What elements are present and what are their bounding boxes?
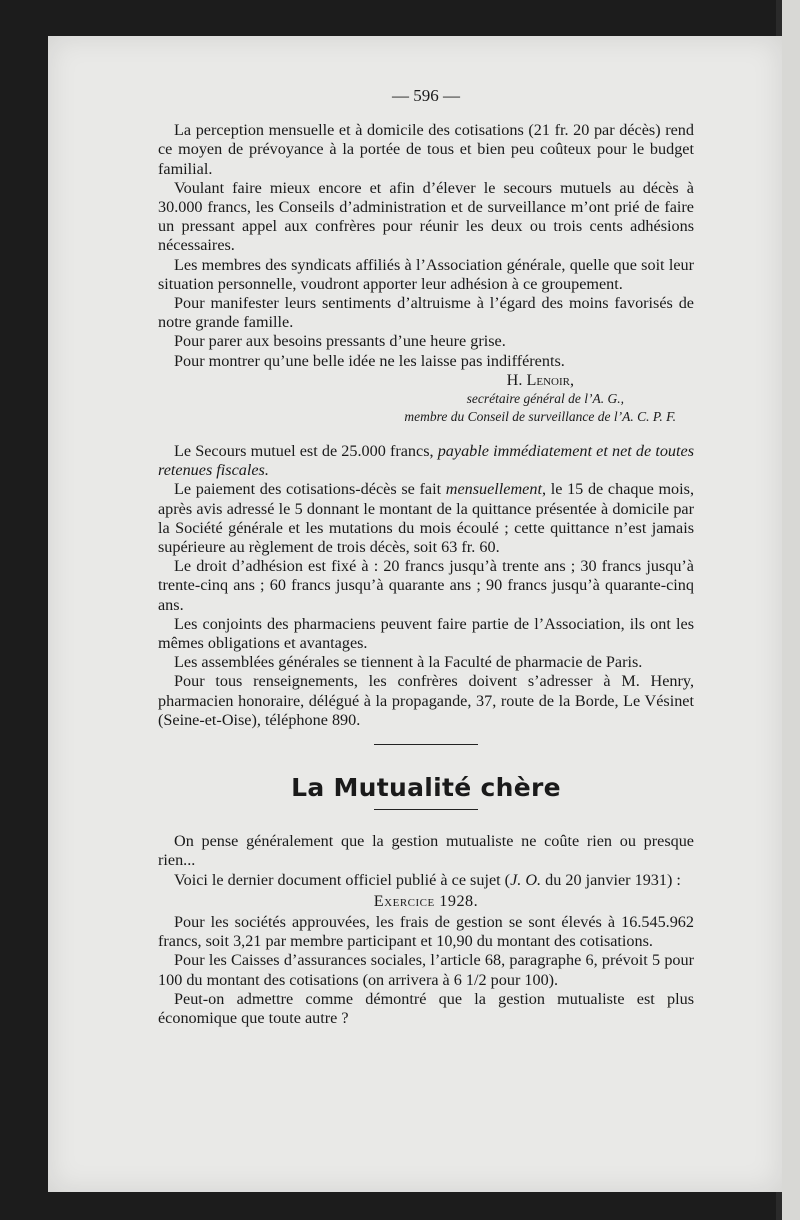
title-underline-rule xyxy=(374,809,478,810)
paragraph: Pour manifester leurs sentiments d’altruisme à l’égard des moins favorisés de notre grande famille. xyxy=(158,294,694,332)
signature-title-1: secrétaire général de l’A. G., xyxy=(466,391,624,407)
paragraph: Pour parer aux besoins pressants d’une heure grise. xyxy=(174,332,506,351)
paragraph: Les membres des syndicats affiliés à l’Association générale, quelle que soit leur situation personnelle, voudront apporter leur adhésion à ce groupement. xyxy=(158,255,694,293)
paragraph-document: Voici le dernier document officiel publié à ce sujet (J. O. du 20 janvier 1931) : xyxy=(174,870,681,889)
paragraph: Les conjoints des pharmaciens peuvent faire partie de l’Association, ils ont les mêmes obligations et avantages. xyxy=(158,614,694,653)
paragraph: Pour tous renseignements, les confrères doivent s’adresser à M. Henry, pharmacien honoraire, délégué à la propagande, 37, route de la Borde, Le Vésinet (Seine-et-Oise), téléphone 890. xyxy=(158,672,694,729)
paragraph: Pour les Caisses d’assurances sociales, l’article 68, paragraphe 6, prévoit 5 pour 100 du montant des cotisations (on arrivera à 6 1/2 pour 100). xyxy=(158,951,694,989)
signature-name: H. Lenoir, xyxy=(506,370,574,389)
paragraph: La perception mensuelle et à domicile des cotisations (21 fr. 20 par décès) rend ce moyen de prévoyance à la portée de tous et bien peu coûteux pour le budget familial. xyxy=(158,121,694,178)
paragraph: Voulant faire mieux encore et afin d’élever le secours mutuels au décès à 30.000 francs, les Conseils d’administration et de surveillance m’ont prié de faire un pressant appel aux confrères pour réunir les deux ou trois cents adhésions nécessaires. xyxy=(158,178,694,255)
exercise-heading: Exercice 1928. xyxy=(373,891,479,910)
separator-rule xyxy=(374,744,478,745)
adjacent-page-edge xyxy=(782,0,800,1220)
paragraph: Les assemblées générales se tiennent à la Faculté de pharmacie de Paris. xyxy=(174,653,643,672)
paragraph: Peut-on admettre comme démontré que la gestion mutualiste est plus économique que toute autre ? xyxy=(158,989,694,1027)
paragraph-secours: Le Secours mutuel est de 25.000 francs, payable immédiatement et net de toutes retenues fiscales. xyxy=(158,442,694,480)
paragraph-paiement: Le paiement des cotisations-décès se fait mensuellement, le 15 de chaque mois, après avis adressé le 5 donnant le montant de la quittance présentée à domicile par la Société générale et les mutations du mois écoulé ; cette quittance n’est jamais supérieure au règlement de trois décès, soit 63 fr. 60. xyxy=(158,480,694,557)
signature-title-2: membre du Conseil de surveillance de l’A. C. P. F. xyxy=(404,409,676,425)
page-content xyxy=(158,86,694,1028)
paragraph: Pour montrer qu’une belle idée ne les laisse pas indifférents. xyxy=(174,351,565,370)
article-title: La Mutualité chère xyxy=(291,773,561,803)
paragraph: On pense généralement que la gestion mutualiste ne coûte rien ou presque rien... xyxy=(158,832,694,870)
page-number: — 596 — xyxy=(392,86,460,105)
paragraph: Le droit d’adhésion est fixé à : 20 francs jusqu’à trente ans ; 30 francs jusqu’à trente-cinq ans ; 60 francs jusqu’à quarante ans ; 90 francs jusqu’à quarante-cinq ans. xyxy=(158,557,694,614)
paragraph: Pour les sociétés approuvées, les frais de gestion se sont élevés à 16.545.962 francs, soit 3,21 par membre participant et 10,90 du montant des cotisations. xyxy=(158,912,694,951)
